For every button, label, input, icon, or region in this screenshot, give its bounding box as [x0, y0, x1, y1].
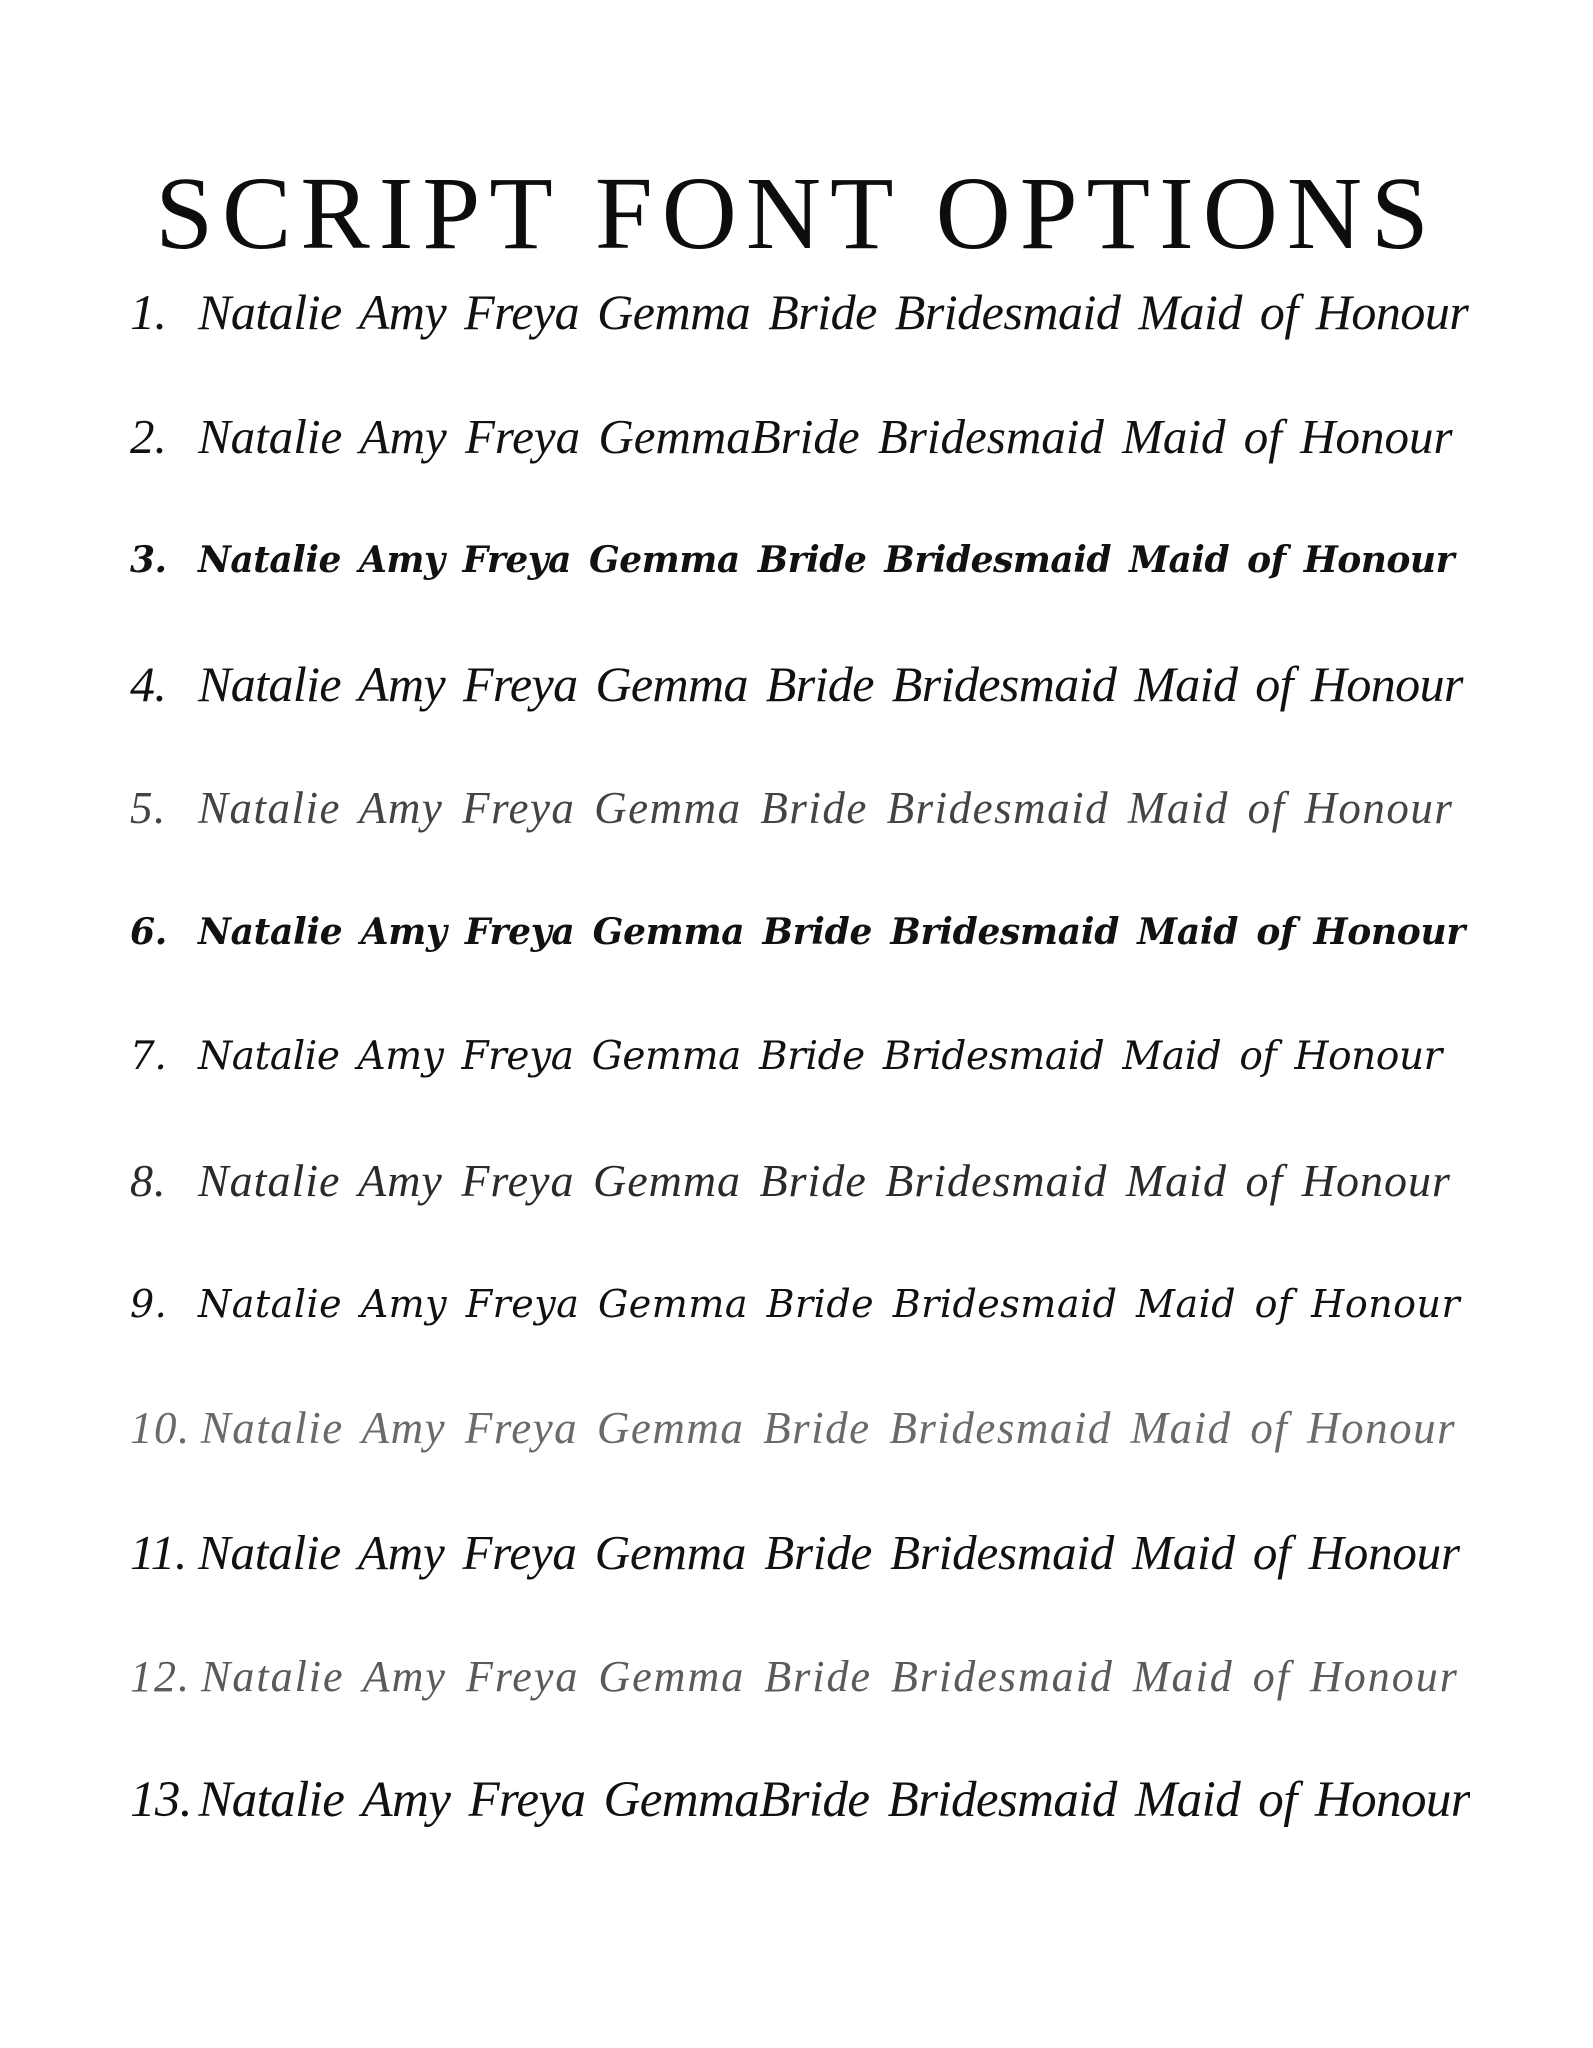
option-sample-text: Natalie Amy Freya Gemma Bride Bridesmaid Maid of Honour [198, 656, 1463, 712]
option-number: 5. [130, 783, 167, 833]
font-option-6 [130, 870, 1470, 994]
option-number: 2. [130, 408, 167, 464]
option-number: 7. [130, 1033, 167, 1079]
option-number: 8. [130, 1154, 167, 1206]
font-option-2 [130, 374, 1470, 498]
option-number: 13. [130, 1772, 192, 1828]
option-number: 1. [130, 284, 167, 340]
option-sample-text: Natalie Amy Freya Gemma Bride Bridesmaid Maid of Honour [198, 911, 1466, 953]
font-option-12 [130, 1614, 1470, 1738]
font-option-13 [130, 1738, 1470, 1862]
option-number: 12. [130, 1651, 191, 1701]
font-option-4 [130, 622, 1470, 746]
option-sample-text: Natalie Amy Freya Gemma Bride Bridesmaid Maid of Honour [200, 1403, 1457, 1453]
option-sample-text: Natalie Amy Freya Gemma Bride Bridesmaid Maid of Honour [198, 539, 1455, 581]
font-option-5 [130, 746, 1470, 870]
option-number: 6. [130, 911, 167, 953]
option-number: 10. [130, 1403, 191, 1453]
option-sample-text: Natalie Amy Freya Gemma Bride Bridesmaid Maid of Honour [198, 1524, 1460, 1580]
option-sample-text: Natalie Amy Freya Gemma Bride Bridesmaid Maid of Honour [198, 1033, 1442, 1079]
font-option-8 [130, 1118, 1470, 1242]
option-number: 3. [130, 539, 167, 581]
option-number: 11. [130, 1524, 188, 1580]
font-option-7 [130, 994, 1470, 1118]
option-sample-text: Natalie Amy Freya Gemma Bride Bridesmaid Maid of Honour [198, 284, 1469, 340]
option-number: 4. [130, 656, 167, 712]
option-sample-text: Natalie Amy Freya GemmaBride Bridesmaid Maid of Honour [198, 408, 1453, 464]
option-number: 9. [130, 1282, 168, 1326]
font-option-1 [130, 250, 1470, 374]
font-options-list [130, 250, 1470, 1862]
font-option-11 [130, 1490, 1470, 1614]
option-sample-text: Natalie Amy Freya Gemma Bride Bridesmaid Maid of Honour [198, 783, 1454, 833]
option-sample-text: Natalie Amy Freya Gemma Bride Bridesmaid Maid of Honour [201, 1651, 1459, 1701]
option-sample-text: Natalie Amy Freya GemmaBride Bridesmaid Maid of Honour [198, 1772, 1470, 1828]
font-option-9 [130, 1242, 1470, 1366]
font-option-10 [130, 1366, 1470, 1490]
option-sample-text: Natalie Amy Freya Gemma Bride Bridesmaid Maid of Honour [198, 1282, 1461, 1326]
option-sample-text: Natalie Amy Freya Gemma Bride Bridesmaid Maid of Honour [198, 1154, 1451, 1206]
font-option-3 [130, 498, 1470, 622]
page-title: SCRIPT FONT OPTIONS [155, 155, 1438, 271]
